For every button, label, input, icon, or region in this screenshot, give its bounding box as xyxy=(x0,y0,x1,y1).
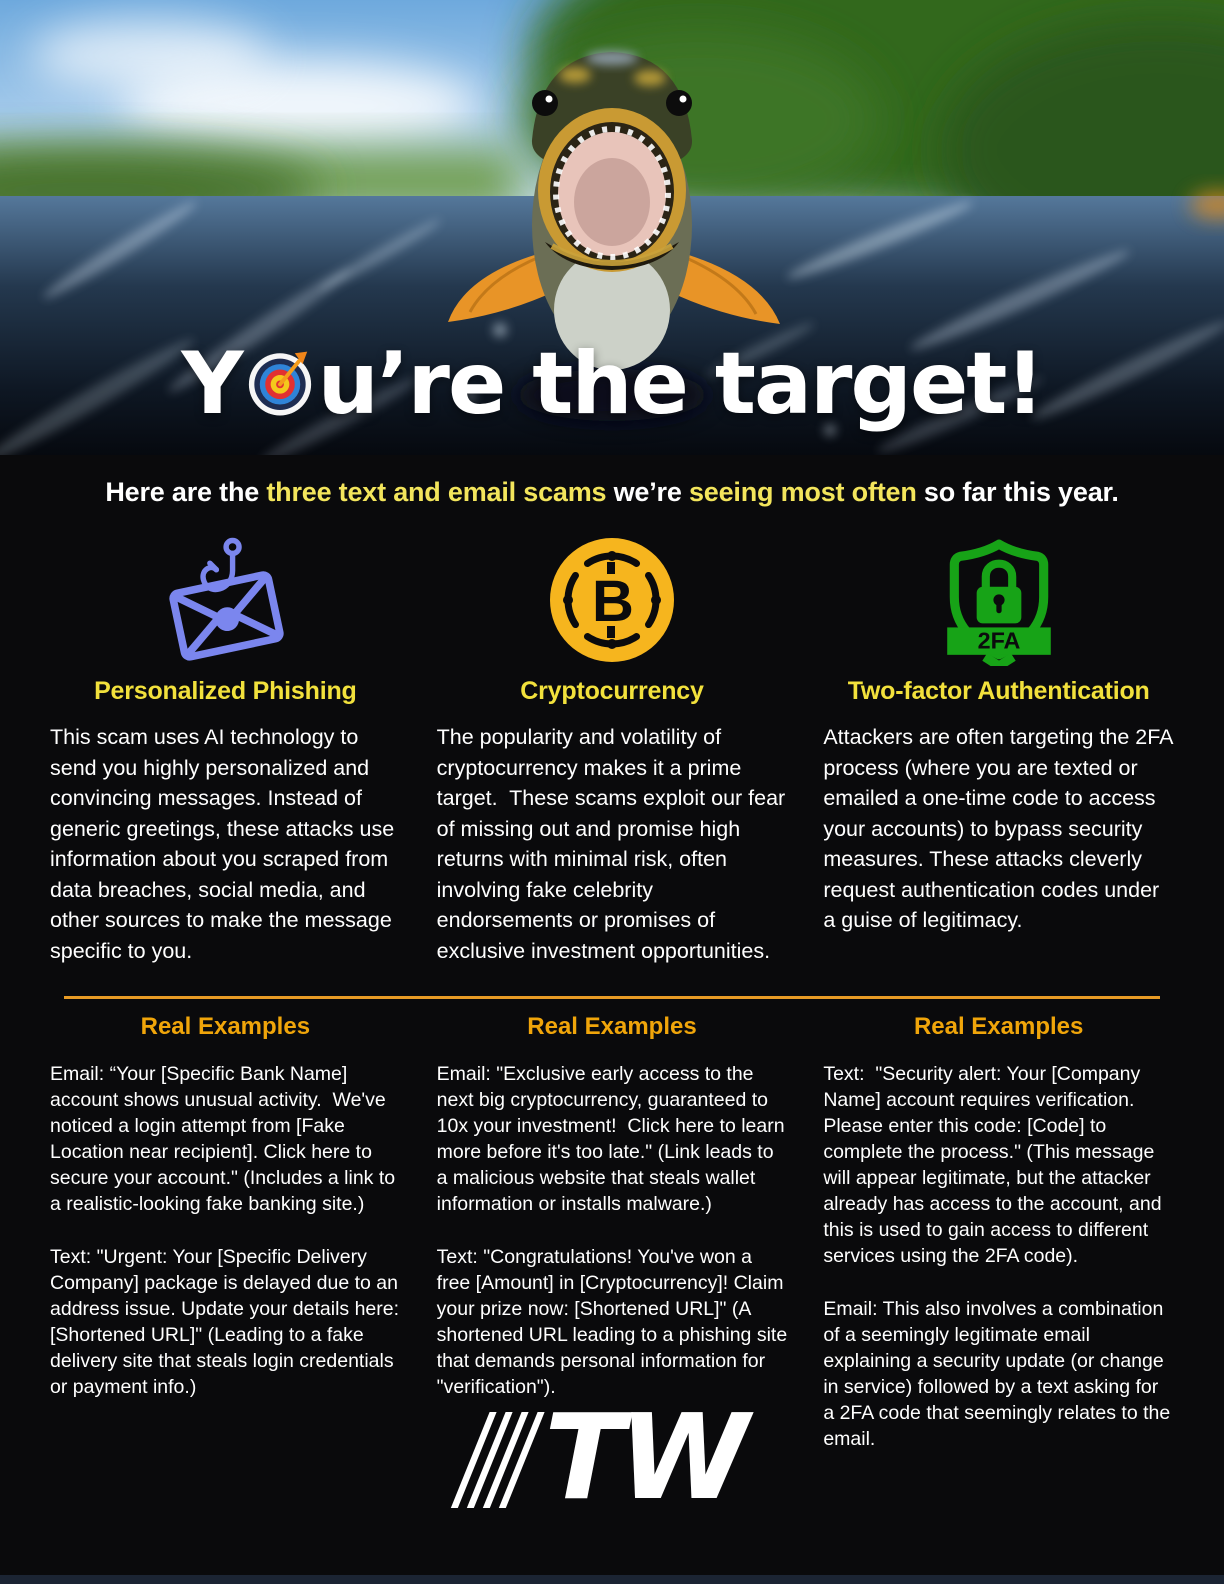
example-text: Text: "Urgent: Your [Specific Delivery Company] package is delayed due to an address issue. Update your details here: [Shortened URL]" (Leading to a fake delivery site that steals login credentials or payment info.) xyxy=(50,1246,405,1398)
column-title: Two-factor Authentication xyxy=(847,677,1150,705)
2fa-banner-label: 2FA xyxy=(977,627,1021,654)
itw-logo-stripes xyxy=(470,1412,534,1508)
column-body: Attackers are often targeting the 2FA process (where you are texted or emailed a one-time code to access your accounts) to bypass security measures. These attacks cleverly request authentication codes under a guise of legitimacy. xyxy=(823,725,1179,932)
column-personalized-phishing xyxy=(50,529,401,966)
example-email: Email: “Your [Specific Bank Name] account shows unusual activity. We've noticed a login attempt from [Fake Location near recipient]. Click here to secure your account." (Includes a link to a realistic-looking fake banking site.) xyxy=(50,1063,401,1215)
itw-logo xyxy=(470,1388,743,1526)
hero-photo xyxy=(0,0,1224,455)
real-examples-section xyxy=(0,1013,1224,1452)
examples-title: Real Examples xyxy=(527,1013,697,1040)
2fa-shield-lock-icon xyxy=(933,534,1065,666)
scam-columns xyxy=(0,529,1224,966)
itw-logo-text: TW xyxy=(544,1388,743,1526)
icon-wrap xyxy=(437,529,788,671)
title-text-left: Y xyxy=(181,334,242,434)
envelope-fishhook-icon xyxy=(160,534,290,666)
example-text: Text: "Security alert: Your [Company Name] account requires verification. Please enter this code: [Code] to complete the process." (This message will appear legitimate, but the attacker already has access to the account, and this is used to gain access to different services using the 2FA code). xyxy=(823,1063,1167,1267)
icon-wrap xyxy=(823,529,1174,671)
example-email: Email: "Exclusive early access to the next big cryptocurrency, guaranteed to 10x your investment! Click here to learn more before it's too late." (Link leads to a malicious website that steals wallet information or installs malware.) xyxy=(436,1063,790,1215)
column-body: This scam uses AI technology to send you highly personalized and convincing messages. Instead of generic greetings, these attacks use information about you scraped from data breaches, social media, and other sources to make the message specific to you. xyxy=(50,725,401,963)
column-two-factor-authentication xyxy=(823,529,1179,966)
bottom-edge-strip xyxy=(0,1575,1224,1584)
examples-title: Real Examples xyxy=(913,1013,1084,1040)
examples-title: Real Examples xyxy=(140,1013,311,1040)
column-cryptocurrency xyxy=(436,529,792,966)
column-body: The popularity and volatility of cryptocurrency makes it a prime target. These scams exploit our fear of missing out and promise high returns with minimal risk, often involving fake celebrity endorsements or promises of exclusive investment opportunities. xyxy=(436,725,792,963)
section-divider xyxy=(64,996,1160,999)
intro-text: Here are the xyxy=(105,476,267,507)
example-email: Email: This also involves a combination of a seemingly legitimate email explaining a security update (or change in service) followed by a text asking for a 2FA code that seemingly relates to the email. xyxy=(823,1298,1176,1450)
examples-column-phishing xyxy=(50,1013,405,1452)
icon-wrap xyxy=(50,529,401,671)
intro-highlight: seeing most often xyxy=(688,476,917,507)
intro-text: so far this year. xyxy=(916,476,1119,507)
intro-highlight: three text and email scams xyxy=(266,476,607,507)
bitcoin-coin-icon xyxy=(547,535,677,665)
examples-column-2fa xyxy=(823,1013,1174,1452)
column-title: Cryptocurrency xyxy=(520,677,704,705)
example-text: Text: "Congratulations! You've won a free [Amount] in [Cryptocurrency]! Claim your prize now: [Shortened URL]" (A shortened URL leading to a phishing site that demands personal information for "verification"). xyxy=(436,1246,793,1398)
bitcoin-b-glyph: B xyxy=(592,569,634,634)
target-bullseye-icon xyxy=(245,347,315,417)
examples-column-cryptocurrency xyxy=(436,1013,793,1452)
page-title xyxy=(0,334,1224,434)
column-title: Personalized Phishing xyxy=(94,677,357,705)
intro-text: we’re xyxy=(606,476,689,507)
intro-line xyxy=(0,455,1224,529)
title-text-right: u’re the target! xyxy=(317,334,1043,434)
